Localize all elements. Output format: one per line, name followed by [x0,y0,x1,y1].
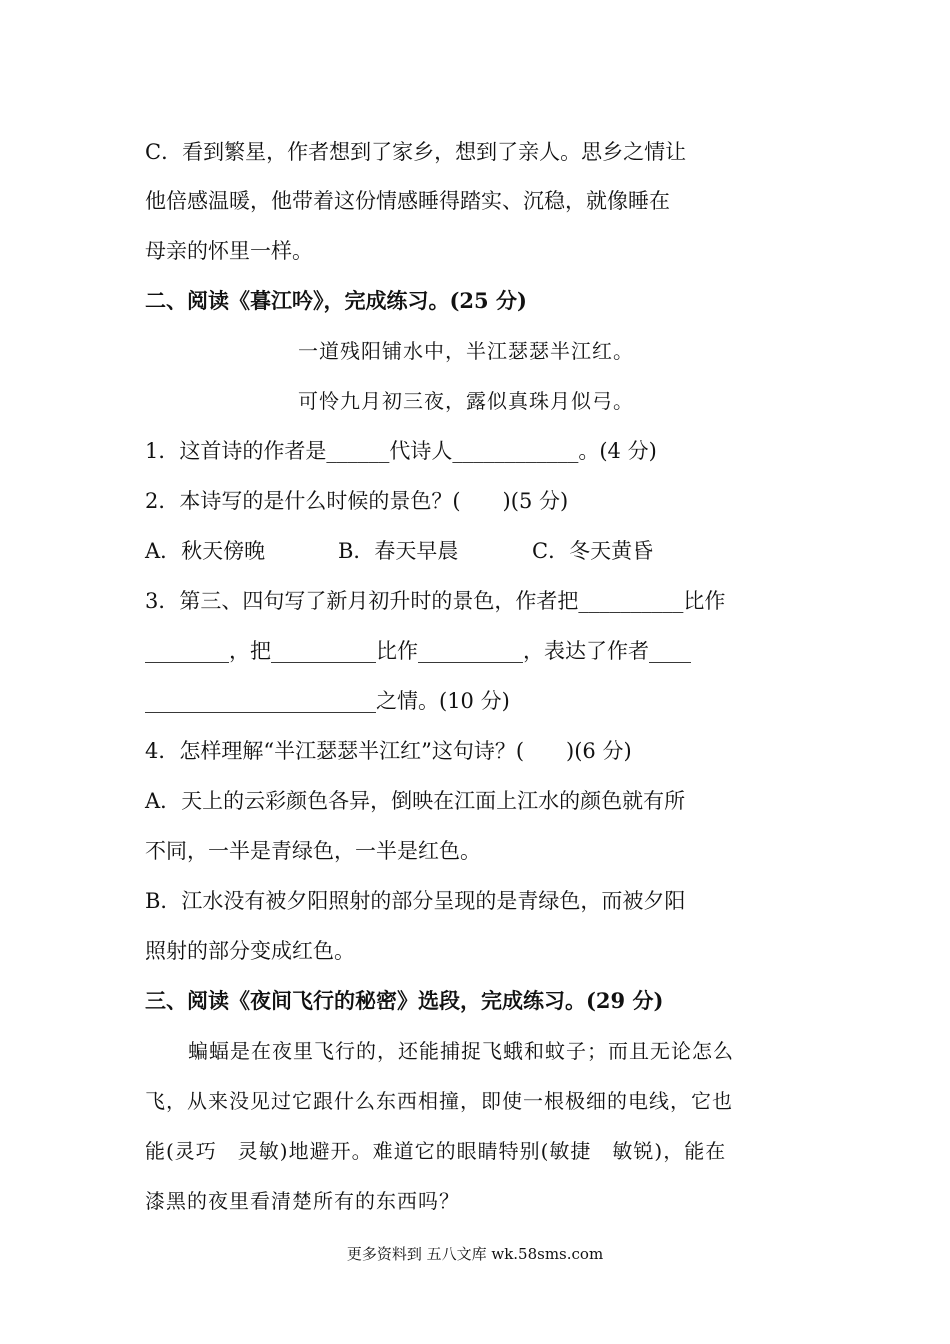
option-c-line-2: 他倍感温暖，他带着这份情感睡得踏实、沉稳，就像睡在 [145,189,670,213]
footer-watermark: 更多资料到 五八文库 wk.58sms.com [346,1245,604,1263]
question-3-line-2: ________，把__________比作__________，表达了作者____ [145,639,691,663]
question-2-option-a: A．秋天傍晚 [145,539,266,563]
passage-line-4: 漆黑的夜里看清楚所有的东西吗？ [145,1189,460,1213]
question-1: 1．这首诗的作者是______代诗人____________。(4 分) [145,439,657,463]
question-4-option-a-line-1: A．天上的云彩颜色各异，倒映在江面上江水的颜色就有所 [145,789,686,813]
poem-line-1: 一道残阳铺水中，半江瑟瑟半江红。 [298,339,634,363]
question-2-option-b: B．春天早晨 [338,539,459,563]
option-c-line-3: 母亲的怀里一样。 [145,239,313,263]
question-4: 4．怎样理解“半江瑟瑟半江红”这句诗？( )(6 分) [145,739,632,763]
question-2-option-c: C．冬天黄昏 [532,539,654,563]
question-4-option-b-line-2: 照射的部分变成红色。 [145,939,355,963]
question-2: 2．本诗写的是什么时候的景色？( )(5 分) [145,489,569,513]
question-4-option-b-line-1: B．江水没有被夕阳照射的部分呈现的是青绿色，而被夕阳 [145,889,686,913]
section-2-heading: 二、阅读《暮江吟》，完成练习。(25 分) [145,288,527,313]
question-3-line-1: 3．第三、四句写了新月初升时的景色，作者把__________比作 [145,589,726,613]
poem-line-2: 可怜九月初三夜，露似真珠月似弓。 [298,389,634,413]
passage-line-2: 飞，从来没见过它跟什么东西相撞，即使一根极细的电线，它也 [145,1089,733,1113]
option-c-line-1: C．看到繁星，作者想到了家乡，想到了亲人。思乡之情让 [145,140,687,164]
question-4-option-a-line-2: 不同，一半是青绿色，一半是红色。 [145,839,481,863]
passage-line-3: 能(灵巧 灵敏)地避开。难道它的眼睛特别(敏捷 敏锐)，能在 [145,1139,727,1163]
question-3-line-3: ______________________之情。(10 分) [145,689,510,713]
passage-line-1: 蝙蝠是在夜里飞行的，还能捕捉飞蛾和蚊子；而且无论怎么 [188,1039,734,1063]
section-3-heading: 三、阅读《夜间飞行的秘密》选段，完成练习。(29 分) [145,988,664,1013]
